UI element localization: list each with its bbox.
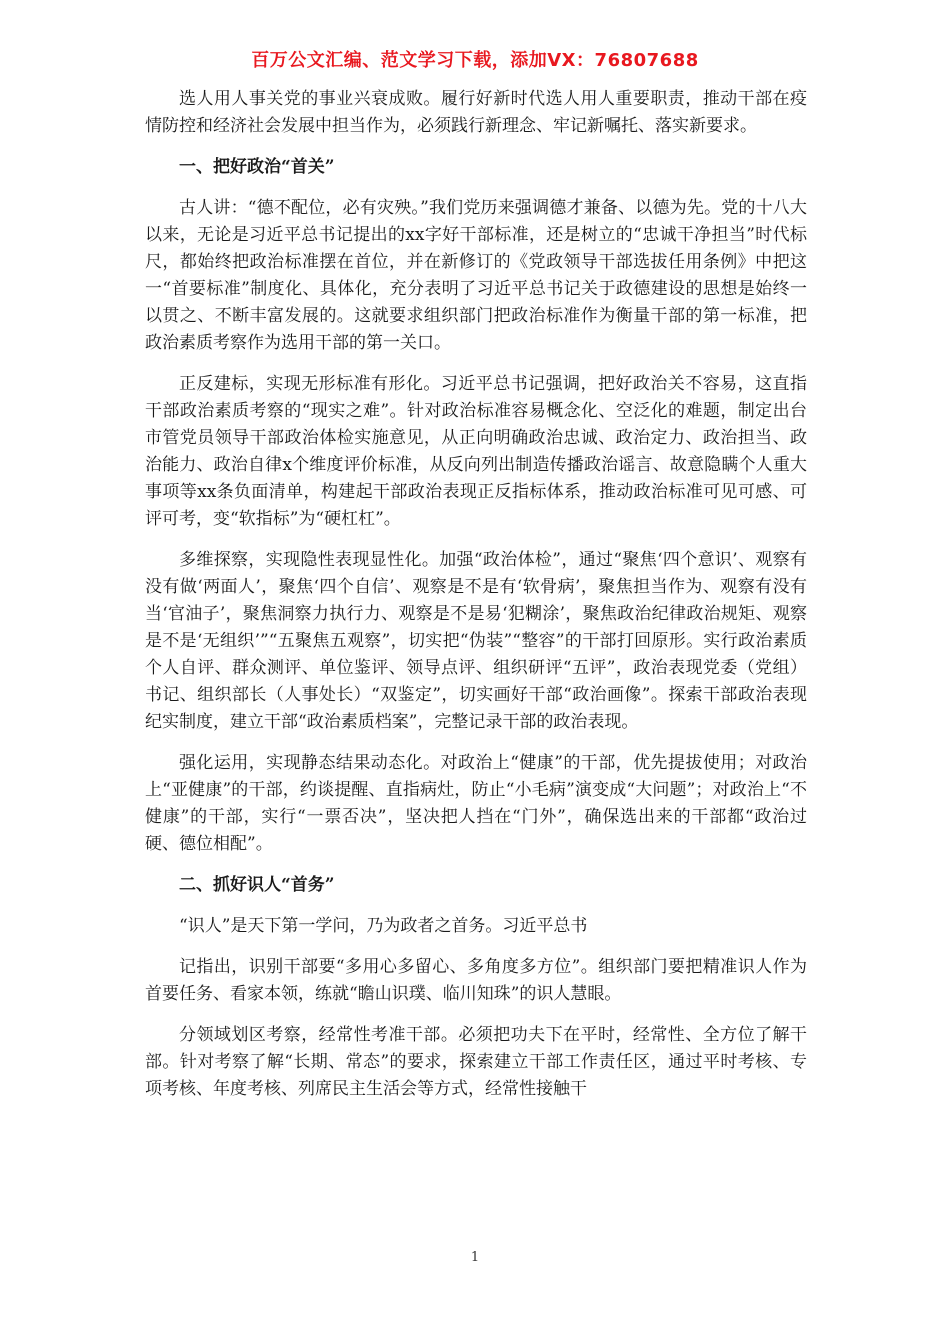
intro-paragraph: 选人用人事关党的事业兴衰成败。履行好新时代选人用人重要职责，推动干部在疫情防控和经济社会发展中担当作为，必须践行新理念、牢记新嘱托、落实新要求。	[145, 89, 807, 136]
section-1-paragraph-4: 强化运用，实现静态结果动态化。对政治上“健康”的干部，优先提拔使用；对政治上“亚健康”的干部，约谈提醒、直指病灶，防止“小毛病”演变成“大问题”；对政治上“不健康”的干部，实行“一票否决”，坚决把人挡在“门外”，确保选出来的干部都“政治过硬、德位相配”。	[145, 753, 807, 854]
page-number: 1	[470, 1250, 480, 1265]
section-2-paragraph-2: 记指出，识别干部要“多用心多留心、多角度多方位”。组织部门要把精准识人作为首要任务、看家本领，练就“瞻山识璞、临川知珠”的识人慧眼。	[145, 957, 807, 1004]
section-1-paragraph-2: 正反建标，实现无形标准有形化。习近平总书记强调，把好政治关不容易，这直指干部政治素质考察的“现实之难”。针对政治标准容易概念化、空泛化的难题，制定出台市管党员领导干部政治体检实施意见，从正向明确政治忠诚、政治定力、政治担当、政治能力、政治自律x个维度评价标准，从反向列出制造传播政治谣言、故意隐瞒个人重大事项等xx条负面清单，构建起干部政治表现正反指标体系，推动政治标准可见可感、可评可考，变“软指标”为“硬杠杠”。	[145, 374, 807, 529]
section-1-paragraph-3: 多维探察，实现隐性表现显性化。加强“政治体检”，通过“聚焦‘四个意识’、观察有没有做‘两面人’，聚焦‘四个自信’、观察是不是有‘软骨病’，聚焦担当作为、观察有没有当‘官油子’，聚焦洞察力执行力、观察是不是易‘犯糊涂’，聚焦政治纪律政治规矩、观察是不是‘无组织’”“五聚焦五观察”，切实把“伪装”“整容”的干部打回原形。实行政治素质个人自评、群众测评、单位鉴评、领导点评、组织研评“五评”，政治表现党委（党组）书记、组织部长（人事处长）“双鉴定”，切实画好干部“政治画像”。探索干部政治表现纪实制度，建立干部“政治素质档案”，完整记录干部的政治表现。	[145, 550, 807, 732]
watermark-banner: 百万公文汇编、范文学习下载，添加VX：76807688	[251, 50, 699, 71]
document-body	[145, 86, 807, 1117]
section-1-heading: 一、把好政治“首关”	[179, 157, 335, 177]
section-2-paragraph-3: 分领域划区考察，经常性考准干部。必须把功夫下在平时，经常性、全方位了解干部。针对考察了解“长期、常态”的要求，探索建立干部工作责任区，通过平时考核、专项考核、年度考核、列席民主生活会等方式，经常性接触干	[145, 1025, 807, 1099]
section-2-paragraph-1: “识人”是天下第一学问，乃为政者之首务。习近平总书	[179, 916, 588, 936]
section-1-paragraph-1: 古人讲：“德不配位，必有灾殃。”我们党历来强调德才兼备、以德为先。党的十八大以来，无论是习近平总书记提出的xx字好干部标准，还是树立的“忠诚干净担当”时代标尺，都始终把政治标准摆在首位，并在新修订的《党政领导干部选拔任用条例》中把这一“首要标准”制度化、具体化，充分表明了习近平总书记关于政德建设的思想是始终一以贯之、不断丰富发展的。这就要求组织部门把政治标准作为衡量干部的第一标准，把政治素质考察作为选用干部的第一关口。	[145, 198, 807, 353]
section-2-heading: 二、抓好识人“首务”	[179, 875, 335, 895]
